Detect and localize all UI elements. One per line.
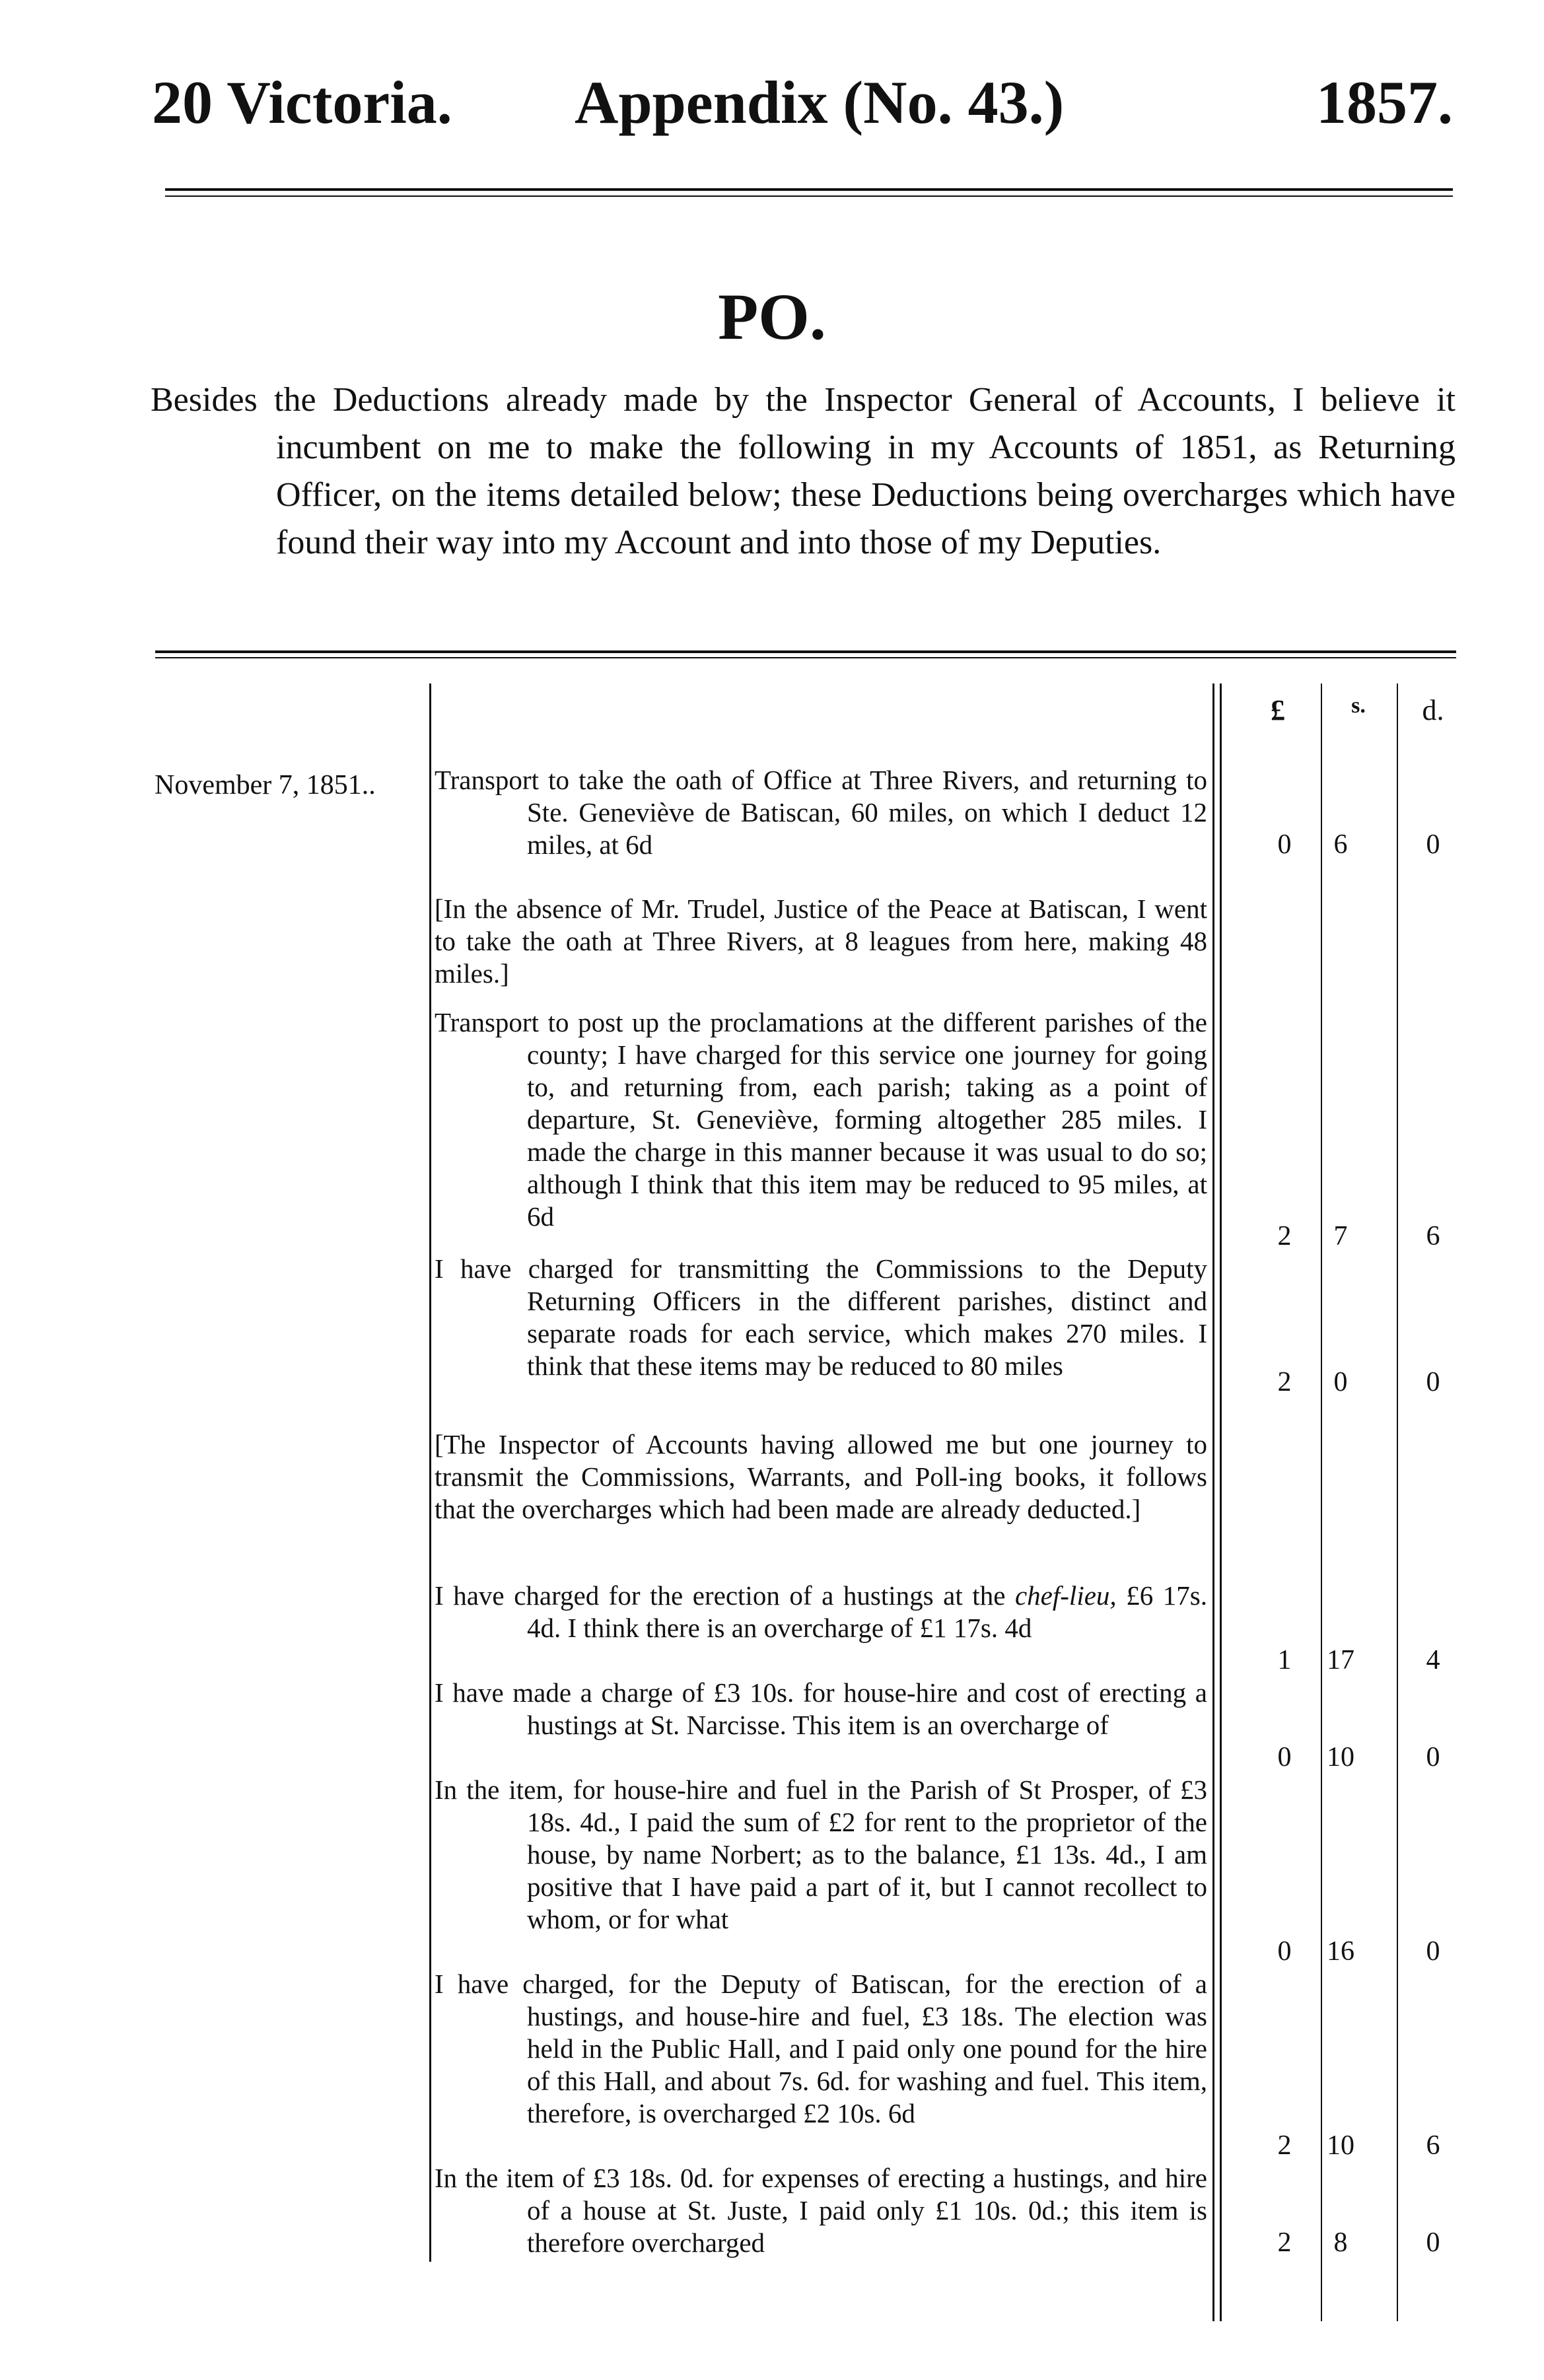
row-text-italic: chef-lieu,	[1014, 1580, 1117, 1611]
row-text: I have charged for transmitting the Commissions to the Deputy Returning Officers in the different parishes, distinct and separate roads for each service, which makes 270 miles. I think that these items may be reduced to 80 miles	[435, 1253, 1207, 1381]
page-title: PO.	[718, 280, 826, 353]
amount-pounds: 2	[1277, 2130, 1292, 2161]
amount-pence: 4	[1426, 1645, 1440, 1675]
note-text: [In the absence of Mr. Trudel, Justice of the Peace at Batiscan, I went to take the oath at Three Rivers, at 8 leagues from here, making 48 miles.]	[435, 893, 1207, 989]
date-column-divider	[429, 683, 431, 2262]
bracketed-note	[435, 893, 1207, 990]
year-label: 1857.	[1316, 69, 1453, 136]
row-text: In the item, for house-hire and fuel in the Parish of St Prosper, of £3 18s. 4d., I paid the sum of £2 for rent to the proprietor of the house, by name Norbert; as to the balance, £1 13s. 4d., I am positive that I have paid a part of it, but I cannot recollect to whom, or for what	[435, 1774, 1207, 1934]
table-top-rule-thin	[155, 657, 1456, 658]
table-row	[435, 764, 1207, 861]
table-row	[435, 1253, 1207, 1382]
row-text: Transport to take the oath of Office at Three Rivers, and returning to Ste. Geneviève de Batiscan, 60 miles, on which I deduct 12 miles, at 6d	[435, 765, 1207, 860]
amount-pence: 0	[1426, 829, 1440, 860]
text-column-divider-double	[1220, 683, 1222, 2321]
row-text-part: I have charged for the erection of a hustings at the	[435, 1580, 1006, 1611]
pounds-column-divider	[1321, 683, 1322, 2321]
amount-pounds: 2	[1277, 1367, 1292, 1397]
amount-shillings: 10	[1327, 2130, 1354, 2161]
amount-pence: 6	[1426, 2130, 1440, 2161]
table-row	[435, 1006, 1207, 1233]
amount-pounds: 1	[1277, 1645, 1292, 1675]
header-rule-thick	[165, 188, 1453, 191]
pence-header: d.	[1422, 694, 1444, 726]
row-text: I have made a charge of £3 10s. for house-hire and cost of erecting a hustings at St. Narcisse. This item is an overcharge of	[435, 1677, 1207, 1740]
amount-pence: 0	[1426, 1367, 1440, 1397]
pounds-header: £	[1271, 694, 1285, 726]
amount-pence: 0	[1426, 2227, 1440, 2258]
row-text	[435, 1580, 1207, 1644]
amount-shillings: 17	[1327, 1645, 1354, 1675]
row-text: In the item of £3 18s. 0d. for expenses of erecting a hustings, and hire of a house at St. Juste, I paid only £1 10s. 0d.; this item is therefore overcharged	[435, 2163, 1207, 2258]
shillings-header: s.	[1351, 693, 1366, 718]
amount-pounds: 2	[1277, 2227, 1292, 2258]
table-top-rule	[155, 650, 1456, 653]
amount-pounds: 0	[1277, 1936, 1292, 1967]
amount-shillings: 0	[1333, 1367, 1348, 1397]
shillings-column-divider	[1397, 683, 1398, 2321]
row-text: I have charged, for the Deputy of Batiscan, for the erection of a hustings, and house-hire and fuel, £3 18s. The election was held in the Public Hall, and I paid only one pound for the hire of this Hall, and about 7s. 6d. for washing and fuel. This item, therefore, is overcharged £2 10s. 6d	[435, 1969, 1207, 2128]
amount-pounds: 2	[1277, 1221, 1292, 1251]
table-row	[435, 1580, 1207, 1644]
table-row	[435, 1677, 1207, 1741]
table-row	[435, 1968, 1207, 2130]
entry-date: November 7, 1851..	[155, 770, 376, 800]
amount-pence: 6	[1426, 1221, 1440, 1251]
session-label: 20 Victoria.	[152, 69, 452, 136]
intro-text: Besides the Deductions already made by the Inspector General of Accounts, I believe it incumbent on me to make the following in my Accounts of 1851, as Returning Officer, on the items detailed below; these Deductions being overcharges which have found their way into my Account and into those of my Deputies.	[151, 381, 1456, 561]
amount-pounds: 0	[1277, 829, 1292, 860]
amount-shillings: 8	[1333, 2227, 1348, 2258]
amount-pence: 0	[1426, 1742, 1440, 1772]
running-header	[152, 66, 1453, 139]
amount-shillings: 10	[1327, 1742, 1354, 1772]
header-rule-thin	[165, 195, 1453, 197]
note-text: [The Inspector of Accounts having allowed me but one journey to transmit the Commissions, Warrants, and Poll-ing books, it follows that the overcharges which had been made are already deducted.]	[435, 1429, 1207, 1524]
amount-pence: 0	[1426, 1936, 1440, 1967]
amount-pounds: 0	[1277, 1742, 1292, 1772]
bracketed-note	[435, 1428, 1207, 1525]
appendix-label: Appendix (No. 43.)	[575, 69, 1065, 136]
amount-shillings: 16	[1327, 1936, 1354, 1967]
table-row	[435, 1774, 1207, 1936]
text-column-divider	[1212, 683, 1214, 2321]
amount-shillings: 6	[1333, 829, 1348, 860]
row-text: Transport to post up the proclamations at the different parishes of the county; I have charged for this service one journey for going to, and returning from, each parish; taking as a point of departure, St. Geneviève, forming altogether 285 miles. I made the charge in this manner because it was usual to do so; although I think that this item may be reduced to 95 miles, at 6d	[435, 1007, 1207, 1232]
row-text-part: £6 17s. 4d. I think there is an overcharge of £1 17s. 4d	[527, 1580, 1208, 1643]
intro-paragraph	[151, 376, 1456, 567]
table-row	[435, 2162, 1207, 2259]
amount-shillings: 7	[1333, 1221, 1348, 1251]
